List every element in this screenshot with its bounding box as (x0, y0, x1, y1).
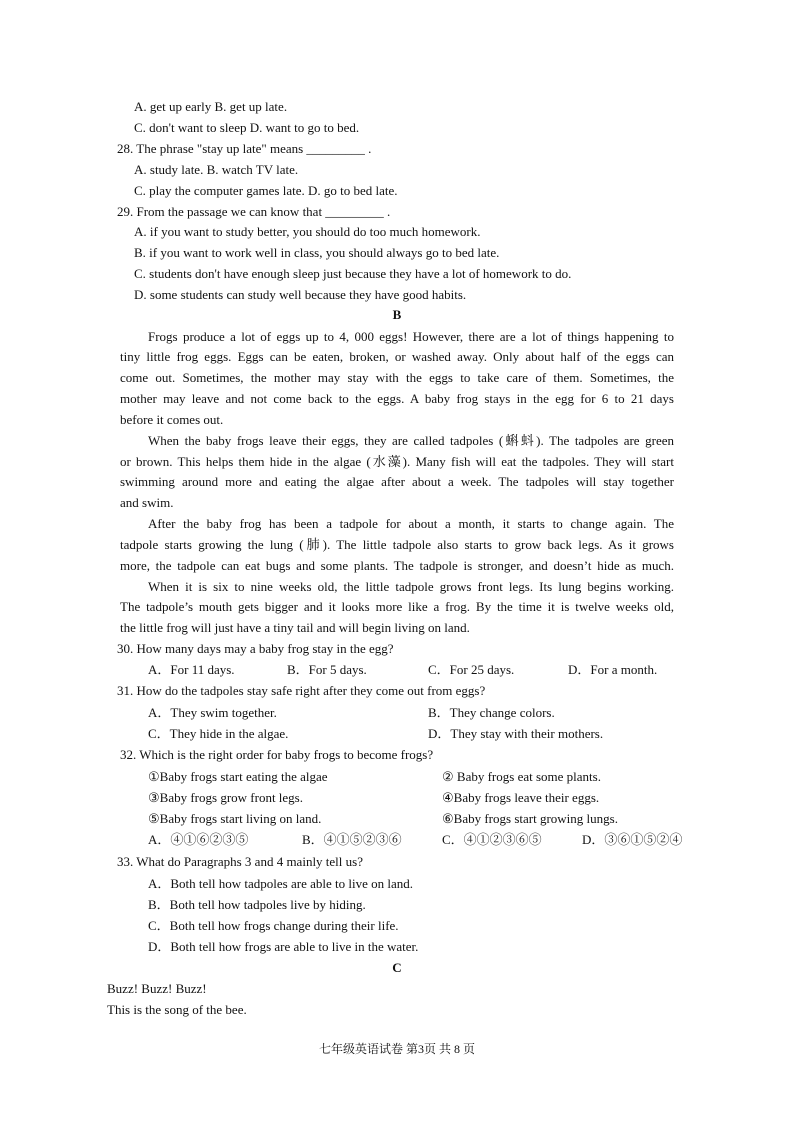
p1-line-2: tiny little frog eggs. Eggs can be eaten, broken, or washed away. Only about half of the eggs can (120, 349, 674, 364)
q31-option-c: C．They hide in the algae. (148, 726, 289, 741)
q30-stem: 30. How many days may a baby frog stay in the egg? (117, 641, 394, 656)
p1-line-1: Frogs produce a lot of eggs up to 4, 000 eggs! However, there are a lot of things happening to (148, 329, 674, 344)
q32-option-b: B．④①⑤②③⑥ (302, 832, 402, 847)
p3-line-1: After the baby frog has been a tadpole for about a month, it starts to change again. The (148, 516, 674, 531)
p4-line-3: the little frog will just have a tiny tail and will begin living on land. (120, 620, 470, 635)
q33-option-a: A．Both tell how tadpoles are able to live on land. (148, 876, 413, 891)
q28-stem: 28. The phrase "stay up late" means _________ . (117, 141, 372, 156)
p3-line-3: more, the tadpole can eat bugs and some plants. The tadpole is stronger, and doesn’t hide as much. (120, 558, 674, 573)
q32-option-a: A．④①⑥②③⑤ (148, 832, 249, 847)
q27-options-cd: C. don't want to sleep D. want to go to bed. (134, 120, 360, 135)
q33-stem: 33. What do Paragraphs 3 and 4 mainly tell us? (117, 854, 363, 869)
q30-option-c: C．For 25 days. (428, 662, 515, 677)
q27-options-ab: A. get up early B. get up late. (134, 99, 288, 114)
p1-line-5: before it comes out. (120, 412, 224, 427)
q32-step-6: ⑥Baby frogs start growing lungs. (442, 811, 618, 826)
q32-step-1: ①Baby frogs start eating the algae (148, 769, 328, 784)
p2-line-2: or brown. This helps them hide in the algae (水藻). Many fish will eat the tadpoles. They will start (120, 454, 674, 469)
q33-option-d: D．Both tell how frogs are able to live in the water. (148, 939, 419, 954)
p2-line-4: and swim. (120, 495, 174, 510)
q31-stem: 31. How do the tadpoles stay safe right after they come out from eggs? (117, 683, 486, 698)
q29-option-c: C. students don't have enough sleep just because they have a lot of homework to do. (134, 266, 572, 281)
p1-line-3: come out. Sometimes, the mother may stay with the eggs to take care of them. Sometimes, the (120, 370, 674, 385)
q32-step-4: ④Baby frogs leave their eggs. (442, 790, 600, 805)
poem-line-2: This is the song of the bee. (107, 1002, 247, 1017)
q32-step-3: ③Baby frogs grow front legs. (148, 790, 303, 805)
q31-option-d: D．They stay with their mothers. (428, 726, 604, 741)
q29-option-d: D. some students can study well because they have good habits. (134, 287, 467, 302)
q32-step-5: ⑤Baby frogs start living on land. (148, 811, 322, 826)
q30-option-b: B．For 5 days. (287, 662, 367, 677)
p3-line-2: tadpole starts growing the lung (肺). The little tadpole also starts to grow back legs. As it grows (120, 537, 674, 552)
section-b-heading: B (392, 307, 402, 322)
q33-option-b: B．Both tell how tadpoles live by hiding. (148, 897, 366, 912)
page-footer: 七年级英语试卷 第3页 共 8 页 (318, 1042, 475, 1056)
q29-option-b: B. if you want to work well in class, you should always go to bed late. (134, 245, 500, 260)
q33-option-c: C．Both tell how frogs change during their life. (148, 918, 399, 933)
q28-options-cd: C. play the computer games late. D. go to bed late. (134, 183, 398, 198)
q31-option-b: B．They change colors. (428, 705, 555, 720)
q31-option-a: A．They swim together. (148, 705, 277, 720)
q30-option-a: A．For 11 days. (148, 662, 235, 677)
q32-stem: 32. Which is the right order for baby frogs to become frogs? (120, 747, 434, 762)
q30-option-d: D．For a month. (568, 662, 658, 677)
p2-line-3: swimming around more and eating the algae after about a week. The tadpoles will stay together (120, 474, 674, 489)
p4-line-2: The tadpole’s mouth gets bigger and it looks more like a frog. By the time it is twelve weeks old, (120, 599, 674, 614)
q32-option-d: D．③⑥①⑤②④ (582, 832, 683, 847)
q28-options-ab: A. study late. B. watch TV late. (134, 162, 299, 177)
q29-stem: 29. From the passage we can know that _________ . (117, 204, 391, 219)
section-c-heading: C (392, 960, 402, 975)
q32-step-2: ② Baby frogs eat some plants. (442, 769, 601, 784)
q32-option-c: C．④①②③⑥⑤ (442, 832, 542, 847)
p4-line-1: When it is six to nine weeks old, the little tadpole grows front legs. Its lung begins working. (148, 579, 674, 594)
poem-line-1: Buzz! Buzz! Buzz! (107, 981, 207, 996)
p1-line-4: mother may leave and not come back to the eggs. A baby frog stays in the egg for 6 to 21 days (120, 391, 674, 406)
q29-option-a: A. if you want to study better, you should do too much homework. (134, 224, 481, 239)
p2-line-1: When the baby frogs leave their eggs, they are called tadpoles (蝌蚪). The tadpoles are green (148, 433, 674, 448)
